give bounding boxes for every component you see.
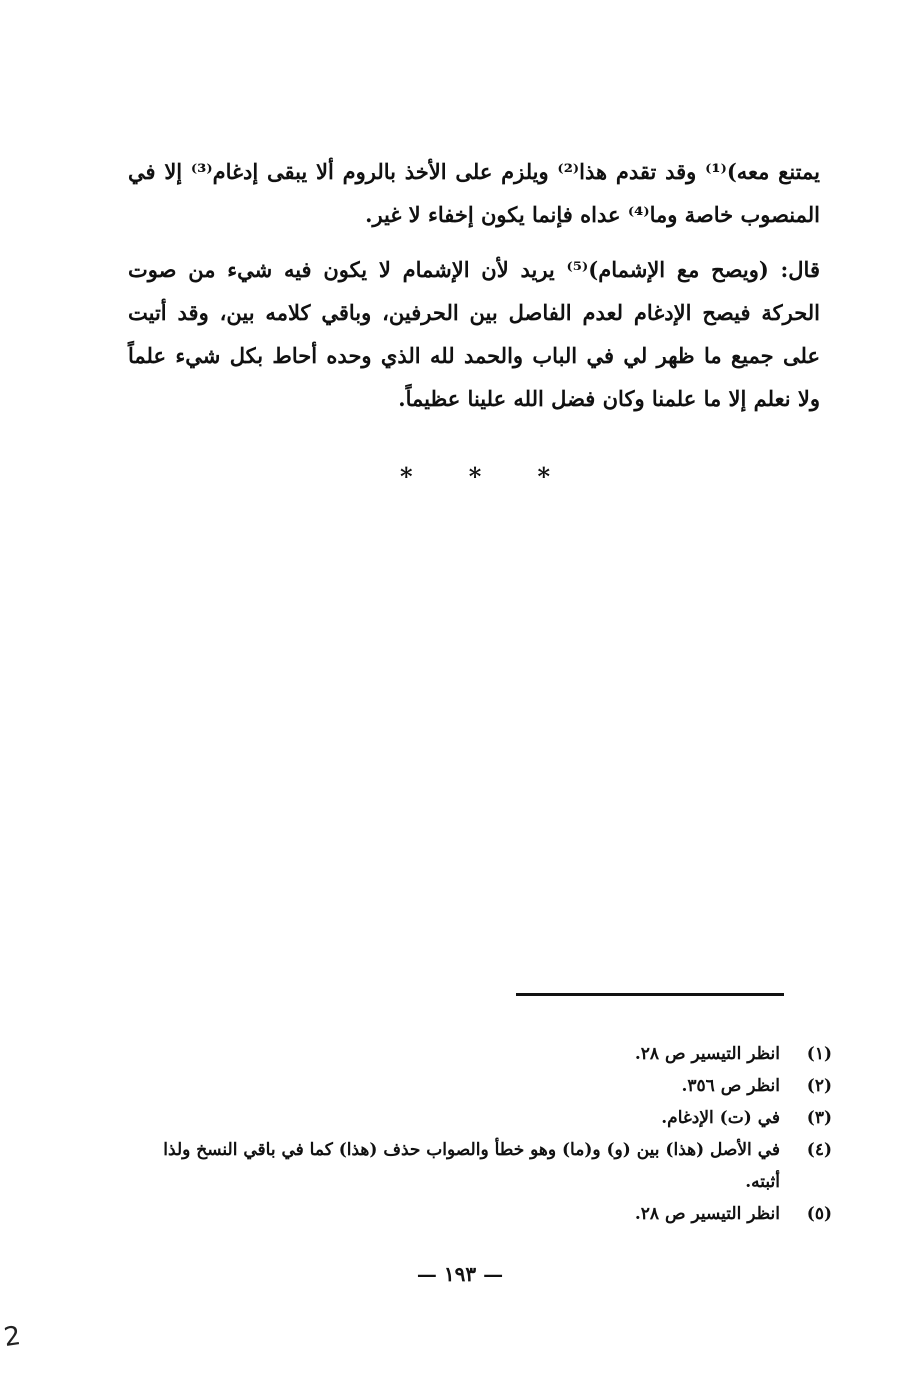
footnote-3 (130, 1102, 832, 1134)
paragraph-1: يمتنع معه)⁽¹⁾ وقد تقدم هذا⁽²⁾ ويلزم على الأخذ بالروم ألا يبقى إدغام⁽³⁾ إلا في المنصوب خاصة وما⁽⁴⁾ عداه فإنما يكون إخفاء لا غير. (128, 159, 821, 227)
handwritten-margin-mark: 2 (1, 1320, 23, 1354)
footnote-1 (130, 1038, 832, 1070)
section-separator (400, 462, 550, 491)
footnote-text: انظر التيسير ص ٢٨. (634, 1204, 780, 1224)
footnote-text: في الأصل (هذا) بين (و) و(ما) وهو خطأ والصواب حذف (هذا) كما في باقي النسخ ولذا أثبته. (163, 1140, 780, 1192)
footnote-number: (١) (806, 1044, 832, 1064)
footnote-5 (130, 1198, 832, 1230)
footnote-2 (130, 1070, 832, 1102)
footnote-divider (516, 993, 784, 996)
page-number: — ١٩٣ — (416, 1262, 504, 1286)
paragraph-2: قال: (ويصح مع الإشمام)⁽⁵⁾ يريد لأن الإشمام لا يكون فيه شيء من صوت الحركة فيصح الإدغام لعدم الفاصل بين الحرفين، وباقي كلامه بين، وقد أتيت على جميع ما ظهر لي في الباب والحمد لله الذي وحده أحاط بكل شيء علماً ولا نعلم إلا ما علمنا وكان فضل الله علينا عظيماً. (128, 257, 820, 411)
footnote-number: (٣) (806, 1108, 832, 1128)
footnote-number: (٥) (806, 1204, 832, 1224)
footnote-text: في (ت) الإدغام. (661, 1108, 780, 1128)
footnote-text: انظر ص ٣٥٦. (681, 1076, 780, 1096)
footnote-4 (130, 1134, 832, 1198)
footnotes (130, 1038, 832, 1230)
separator-star: * (400, 462, 413, 491)
footnote-text: انظر التيسير ص ٢٨. (634, 1044, 780, 1064)
separator-star: * (468, 462, 482, 491)
footnote-number: (٢) (806, 1076, 832, 1096)
footnote-number: (٤) (806, 1140, 832, 1160)
main-text (128, 150, 820, 420)
separator-star: * (537, 462, 550, 491)
